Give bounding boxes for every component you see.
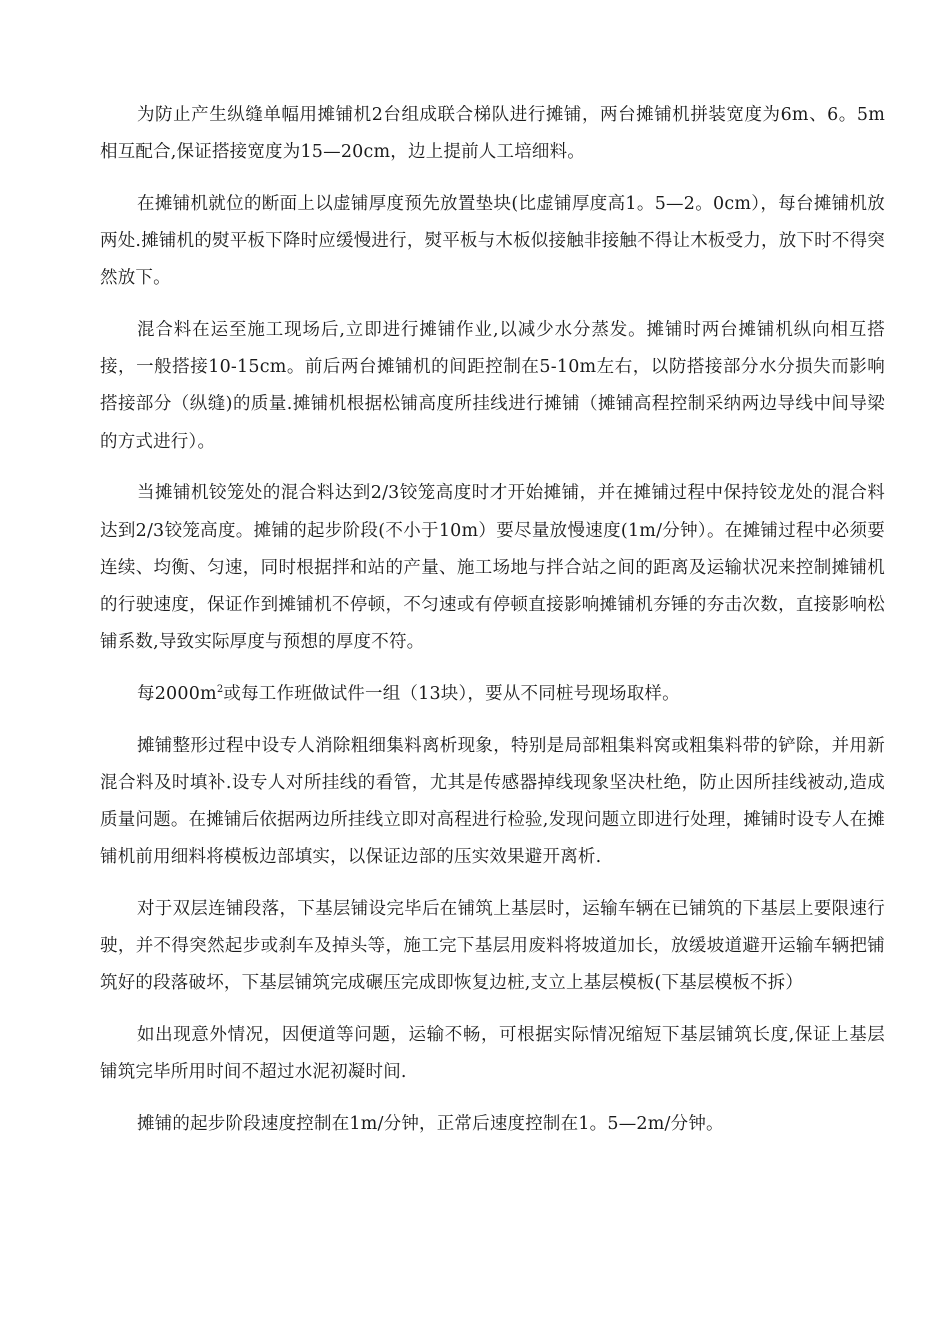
paragraph-auger-height: 当摊铺机铰笼处的混合料达到2/3铰笼高度时才开始摊铺，并在摊铺过程中保持铰龙处的混合料达到2/3铰笼高度。摊铺的起步阶段(不小于10m）要尽量放慢速度(1m/分钟）。在摊铺过程中必须要连续、均衡、匀速，同时根据拌和站的产量、施工场地与拌合站之间的距离及运输状况来控制摊铺机的行驶速度，保证作到摊铺机不停顿，不匀速或有停顿直接影响摊铺机夯锤的夯击次数，直接影响松铺系数,导致实际厚度与预想的厚度不符。 xyxy=(100,483,885,653)
paragraph-unexpected: 如出现意外情况，因便道等问题，运输不畅，可根据实际情况缩短下基层铺筑长度,保证上基层铺筑完毕所用时间不超过水泥初凝时间. xyxy=(100,1024,885,1083)
paragraph-double-layer: 对于双层连铺段落，下基层铺设完毕后在铺筑上基层时，运输车辆在已铺筑的下基层上要限速行驶，并不得突然起步或刹车及掉头等，施工完下基层用废料将坡道加长，放缓坡道避开运输车辆把铺筑好的段落破坏，下基层铺筑完成碾压完成即恢复边桩,支立上基层模板(下基层模板不拆） xyxy=(100,898,885,994)
sampling-text-after: 或每工作班做试件一组（13块），要从不同桩号现场取样。 xyxy=(223,683,680,704)
paragraph-start-speed: 摊铺的起步阶段速度控制在1m/分钟，正常后速度控制在1。5—2m/分钟。 xyxy=(137,1113,724,1134)
paragraph-pad-placement: 在摊铺机就位的断面上以虚铺厚度预先放置垫块(比虚铺厚度高1。5—2。0cm），每台摊铺机放两处.摊铺机的熨平板下降时应缓慢进行，熨平板与木板似接触非接触不得让木板受力，放下时不得突然放下。 xyxy=(100,193,885,289)
paragraph-segregation: 摊铺整形过程中设专人消除粗细集料离析现象，特别是局部粗集料窝或粗集料带的铲除，并用新混合料及时填补.设专人对所挂线的看管，尤其是传感器掉线现象坚决杜绝，防止因所挂线被动,造成质量问题。在摊铺后依据两边所挂线立即对高程进行检验,发现问题立即进行处理，摊铺时设专人在摊铺机前用细料将模板边部填实，以保证边部的压实效果避开离析. xyxy=(100,735,885,868)
area-superscript: 2 xyxy=(216,684,224,696)
sampling-text-before: 每2000m xyxy=(137,683,217,704)
document-body xyxy=(100,97,885,1158)
paragraph-mixture-paving: 混合料在运至施工现场后,立即进行摊铺作业,以减少水分蒸发。摊铺时两台摊铺机纵向相互搭接，一般搭接10-15cm。前后两台摊铺机的间距控制在5-10m左右，以防搭接部分水分损失而影响搭接部分（纵缝)的质量.摊铺机根据松铺高度所挂线进行摊铺（摊铺高程控制采纳两边导线中间导梁的方式进行）。 xyxy=(100,320,885,452)
paragraph-sampling xyxy=(100,676,885,713)
paragraph-joint-prevention: 为防止产生纵缝单幅用摊铺机2台组成联合梯队进行摊铺，两台摊铺机拼装宽度为6m、6。5m相互配合,保证搭接宽度为15—20cm，边上提前人工培细料。 xyxy=(100,105,885,163)
